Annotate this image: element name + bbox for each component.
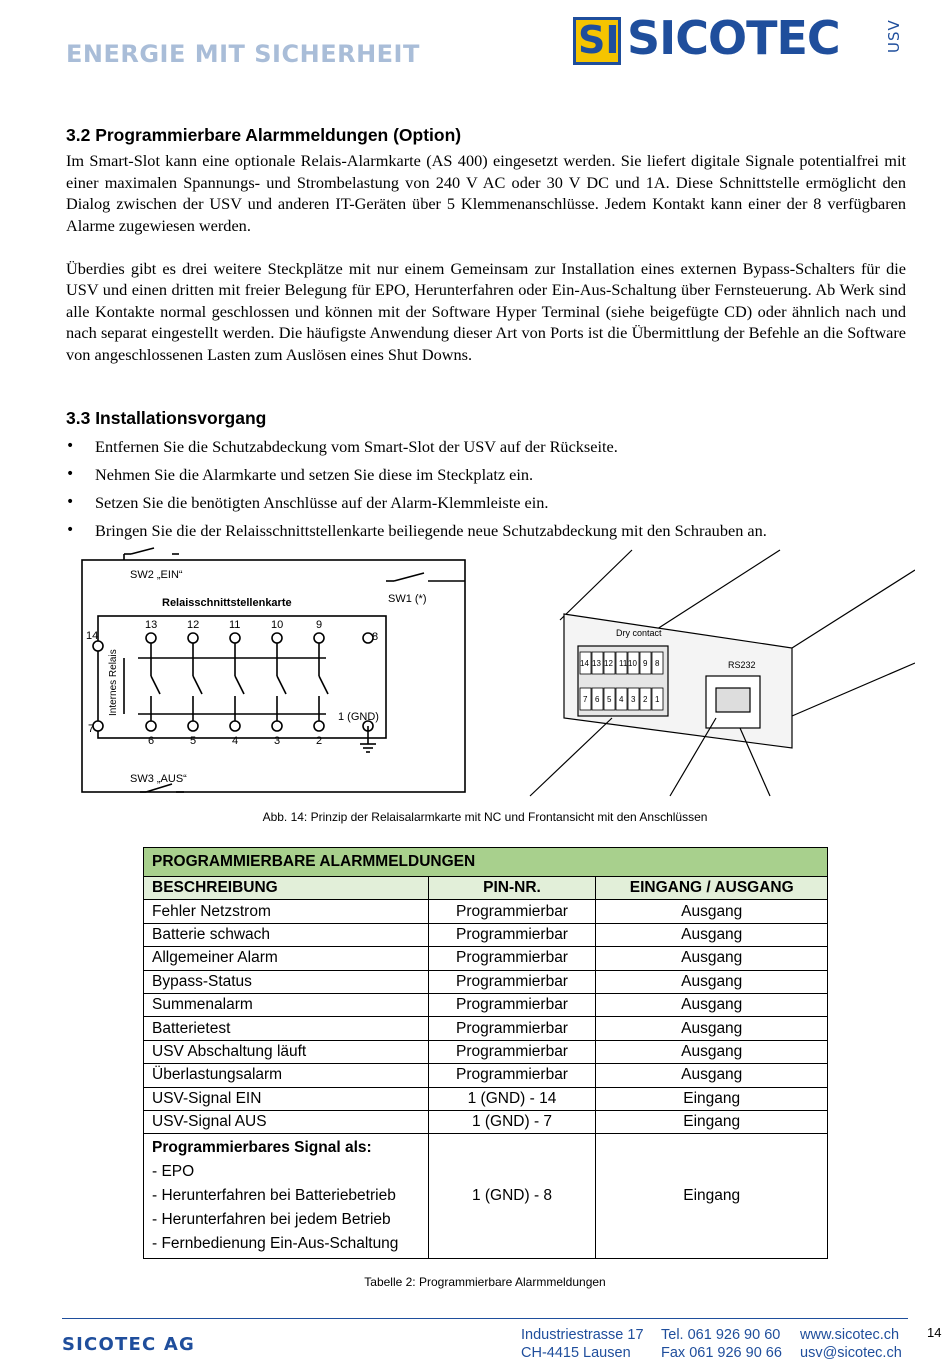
sw1-label: SW1 (*) — [388, 593, 427, 605]
sw3-label: SW3 „AUS“ — [130, 773, 187, 785]
terminal-label: 5 — [607, 695, 612, 704]
pin-label-right-top: 8 — [372, 631, 379, 643]
pin-label: 13 — [145, 619, 158, 631]
table-row — [144, 970, 828, 993]
terminal-label: 10 — [628, 659, 637, 668]
paragraph: Im Smart-Slot kann eine optionale Relais-Alarmkarte (AS 400) eingesetzt werden. Sie liefert digitale Signale potentialfrei mit einer maximalen Spannungs- und Strombelastung von 240 V AC oder 30 V DC und 1A. Diese Schnittstelle ermöglicht den Dialog zwischen der USV und anderen IT-Geräten über 5 Klemmenanschlüsse. Jedem Kontakt kann einer der 8 verfügbaren Alarme zugewiesen werden. — [66, 151, 906, 235]
table-row — [144, 1134, 828, 1259]
terminal-label: 8 — [655, 659, 660, 668]
table-cell: Eingang — [596, 1087, 828, 1110]
alarm-table — [143, 847, 828, 1259]
table-cell: Ausgang — [596, 993, 828, 1016]
pin-label: 10 — [271, 619, 284, 631]
footer-phone — [661, 1326, 782, 1362]
footer-tel: Tel. 061 926 90 60 — [661, 1327, 781, 1343]
pin-label: 4 — [232, 735, 239, 747]
table-cell: Programmierbar — [428, 1040, 596, 1063]
column-header: EINGANG / AUSGANG — [596, 877, 828, 900]
table-row — [144, 923, 828, 946]
pin-label: 3 — [274, 735, 281, 747]
table-cell: USV Abschaltung läuft — [144, 1040, 429, 1063]
table-cell: Programmierbar — [428, 1017, 596, 1040]
footer-contact — [800, 1326, 902, 1362]
table-cell: Programmierbar — [428, 947, 596, 970]
logo-mark: SI — [573, 17, 621, 65]
pin-label-left-bottom: 7 — [88, 723, 95, 735]
terminal-label: 9 — [643, 659, 648, 668]
pin-label: 11 — [229, 619, 241, 631]
table-cell: Eingang — [596, 1134, 828, 1259]
terminal-label: 1 — [655, 695, 660, 704]
footer-email-link[interactable]: usv@sicotec.ch — [800, 1345, 902, 1361]
pin-label: 12 — [187, 619, 200, 631]
signal-option: - Fernbedienung Ein-Aus-Schaltung — [152, 1235, 399, 1253]
table-row — [144, 1064, 828, 1087]
section-3-3-title: 3.3 Installationsvorgang — [66, 408, 267, 428]
signal-option: - Herunterfahren bei Batteriebetrieb — [152, 1187, 396, 1205]
terminal-label: 13 — [592, 659, 601, 668]
terminal-label: 6 — [595, 695, 600, 704]
relay-contacts — [151, 638, 328, 726]
installation-steps — [66, 436, 886, 548]
terminal-label: 4 — [619, 695, 624, 704]
table-cell: Ausgang — [596, 947, 828, 970]
table-cell: Programmierbar — [428, 900, 596, 923]
logo-text: SICOTEC — [627, 11, 840, 65]
table-cell: Ausgang — [596, 923, 828, 946]
table-cell: 1 (GND) - 14 — [428, 1087, 596, 1110]
table-cell: Allgemeiner Alarm — [144, 947, 429, 970]
gnd-label: 1 (GND) — [338, 711, 379, 723]
table-row — [144, 1087, 828, 1110]
table-cell — [144, 1134, 429, 1259]
footer-fax: Fax 061 926 90 66 — [661, 1345, 782, 1361]
rs232-label: RS232 — [728, 660, 756, 670]
footer-web-link[interactable]: www.sicotec.ch — [800, 1327, 900, 1343]
table-header-row — [144, 877, 828, 900]
table-row — [144, 993, 828, 1016]
table-row — [144, 947, 828, 970]
table-cell: Ausgang — [596, 900, 828, 923]
table-row — [144, 900, 828, 923]
logo-subtext: USV — [885, 19, 903, 53]
card-front-view — [520, 548, 915, 798]
terminal-label: 11 — [619, 659, 628, 668]
column-header: BESCHREIBUNG — [144, 877, 429, 900]
signal-heading: Programmierbares Signal als: — [152, 1139, 372, 1157]
table-cell: Ausgang — [596, 1040, 828, 1063]
list-item: • Nehmen Sie die Alarmkarte und setzen Sie diese im Steckplatz ein. — [66, 464, 886, 492]
column-header: PIN-NR. — [428, 877, 596, 900]
table-cell: Programmierbar — [428, 923, 596, 946]
table-cell: Überlastungsalarm — [144, 1064, 429, 1087]
table-row — [144, 1017, 828, 1040]
table-caption: Tabelle 2: Programmierbare Alarmmeldungen — [364, 1275, 606, 1289]
internal-relay-label: Internes Relais — [108, 649, 119, 716]
table-cell: Eingang — [596, 1110, 828, 1133]
pin-label: 2 — [316, 735, 323, 747]
signal-option: - EPO — [152, 1163, 195, 1181]
table-cell: Fehler Netzstrom — [144, 900, 429, 923]
section-3-2-body — [66, 150, 906, 365]
terminal-label: 2 — [643, 695, 648, 704]
footer-divider — [62, 1318, 908, 1319]
relay-schematic — [76, 546, 476, 806]
dry-contact-label: Dry contact — [616, 628, 662, 638]
footer-street: Industriestrasse 17 — [521, 1327, 644, 1343]
section-3-2-title: 3.2 Programmierbare Alarmmeldungen (Option) — [66, 125, 462, 145]
list-item: • Setzen Sie die benötigten Anschlüsse auf der Alarm-Klemmleiste ein. — [66, 492, 886, 520]
table-cell: Batterietest — [144, 1017, 429, 1040]
pin-label-left-top: 14 — [86, 630, 99, 642]
table-row — [144, 1040, 828, 1063]
table-cell: Batterie schwach — [144, 923, 429, 946]
list-item: • Entfernen Sie die Schutzabdeckung vom Smart-Slot der USV auf der Rückseite. — [66, 436, 886, 464]
pin-label: 9 — [316, 619, 323, 631]
header-slogan: ENERGIE MIT SICHERHEIT — [66, 40, 420, 68]
table-title: PROGRAMMIERBARE ALARMMELDUNGEN — [144, 848, 828, 877]
sw2-label: SW2 „EIN“ — [130, 569, 183, 581]
table-cell: Ausgang — [596, 1017, 828, 1040]
figure-caption: Abb. 14: Prinzip der Relaisalarmkarte mit NC und Frontansicht mit den Anschlüssen — [262, 810, 708, 824]
terminal-label: 3 — [631, 695, 636, 704]
terminal-label: 7 — [583, 695, 588, 704]
table-cell: Summenalarm — [144, 993, 429, 1016]
table-cell: Ausgang — [596, 1064, 828, 1087]
table-cell: 1 (GND) - 8 — [428, 1134, 596, 1259]
pin-label: 5 — [190, 735, 197, 747]
card-label: Relaisschnittstellenkarte — [162, 597, 292, 609]
table-cell: USV-Signal EIN — [144, 1087, 429, 1110]
footer-brand: SICOTEC AG — [62, 1334, 195, 1355]
paragraph: Überdies gibt es drei weitere Steckplätze mit nur einem Gemeinsam zur Installation eines externen Bypass-Schalters für die USV und einen dritten mit freier Belegung für EPO, Herunterfahren oder Ein-Aus-Schaltung über Fernsteuerung. Ab Werk sind alle Kontakte normal geschlossen und können mit der Software Hyper Terminal (siehe beigefügte CD) oder ähnlich nach und nach separat eingestellt werden. Die häufigste Anwendung dieser Art von Ports ist die Übermittlung der Befehle an die Software von angeschlossenen Lasten zum Auslösen eines Shut Downs. — [66, 258, 906, 364]
company-logo — [573, 11, 913, 69]
terminal-label: 12 — [604, 659, 613, 668]
table-cell: Programmierbar — [428, 1064, 596, 1087]
table-cell: Ausgang — [596, 970, 828, 993]
footer-address — [521, 1326, 644, 1362]
table-cell: Programmierbar — [428, 970, 596, 993]
table-cell: Bypass-Status — [144, 970, 429, 993]
page-number: 14 — [927, 1325, 942, 1340]
list-item: • Bringen Sie die der Relaisschnittstellenkarte beiliegende neue Schutzabdeckung mit den Schrauben an. — [66, 520, 886, 548]
table-cell: 1 (GND) - 7 — [428, 1110, 596, 1133]
pin-label: 6 — [148, 735, 155, 747]
terminal-label: 14 — [580, 659, 589, 668]
table-cell: Programmierbar — [428, 993, 596, 1016]
table-row — [144, 1110, 828, 1133]
footer-city: CH-4415 Lausen — [521, 1345, 631, 1361]
signal-option: - Herunterfahren bei jedem Betrieb — [152, 1211, 391, 1229]
table-cell: USV-Signal AUS — [144, 1110, 429, 1133]
